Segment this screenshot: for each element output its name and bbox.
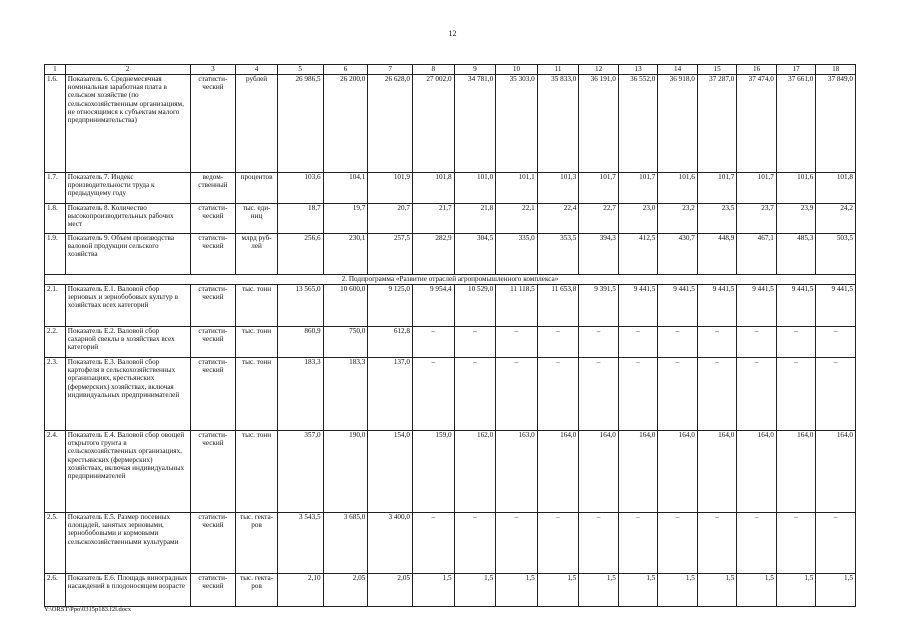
unit-of-measure: млрд руб-лей <box>236 234 278 275</box>
value-cell: 37 849,0 <box>816 75 856 173</box>
column-number-cell: 4 <box>236 65 278 75</box>
value-cell: – <box>618 358 658 431</box>
value-cell: – <box>537 513 579 574</box>
value-cell: 101,7 <box>697 173 737 204</box>
value-cell: 9 441,5 <box>737 285 777 327</box>
value-cell: 164,0 <box>816 431 856 513</box>
value-cell: 9 441,5 <box>816 285 856 327</box>
data-source: статисти-ческий <box>190 285 236 327</box>
value-cell: 164,0 <box>697 431 737 513</box>
row-code: 1.6. <box>45 75 66 173</box>
data-source: статисти-ческий <box>190 234 236 275</box>
column-number-row <box>45 65 856 75</box>
value-cell: 9 441,5 <box>697 285 737 327</box>
row-code: 1.8. <box>45 204 66 234</box>
value-cell: 11 653,8 <box>537 285 579 327</box>
value-cell: – <box>413 358 455 431</box>
value-cell: – <box>776 513 816 574</box>
column-number-cell: 17 <box>776 65 816 75</box>
value-cell: 750,0 <box>323 327 368 358</box>
value-cell: – <box>579 327 619 358</box>
indicator-name: Показатель Е.1. Валовой сбор зерновых и зернобобовых культур в хозяйствах всех категорий <box>65 285 190 327</box>
value-cell: – <box>816 358 856 431</box>
value-cell: 21,7 <box>413 204 455 234</box>
indicator-name: Показатель 6. Среднемесячная номинальная заработная плата в сельском хозяйстве (по сельскохозяйственным организациям, не относящимся к субъектам малого предпринимательства) <box>65 75 190 173</box>
value-cell: 2,10 <box>277 574 323 607</box>
data-source: статисти-ческий <box>190 204 236 234</box>
value-cell: 1,5 <box>697 574 737 607</box>
unit-of-measure: тыс. тонн <box>236 358 278 431</box>
column-number-cell: 3 <box>190 65 236 75</box>
value-cell: 3 685,0 <box>323 513 368 574</box>
value-cell: – <box>537 327 579 358</box>
table-row <box>45 358 856 431</box>
value-cell: 503,5 <box>816 234 856 275</box>
value-cell: 22,1 <box>496 204 538 234</box>
value-cell: 36 918,0 <box>658 75 698 173</box>
value-cell: 20,7 <box>368 204 413 234</box>
value-cell: 101,6 <box>776 173 816 204</box>
value-cell: 162,0 <box>454 431 496 513</box>
value-cell: – <box>697 327 737 358</box>
page-number: 12 <box>448 29 457 38</box>
value-cell: 23,5 <box>697 204 737 234</box>
value-cell: – <box>737 327 777 358</box>
value-cell: 1,5 <box>816 574 856 607</box>
value-cell: 101,8 <box>816 173 856 204</box>
unit-of-measure: тыс. тонн <box>236 327 278 358</box>
value-cell: 11 118,5 <box>496 285 538 327</box>
column-number-cell: 1 <box>45 65 66 75</box>
value-cell: 9 441,5 <box>776 285 816 327</box>
value-cell: – <box>697 513 737 574</box>
row-code: 1.7. <box>45 173 66 204</box>
value-cell: – <box>454 358 496 431</box>
value-cell: 154,0 <box>368 431 413 513</box>
value-cell: 1,5 <box>618 574 658 607</box>
value-cell: – <box>579 358 619 431</box>
section-row <box>45 275 856 285</box>
value-cell: 2,05 <box>323 574 368 607</box>
value-cell: – <box>537 358 579 431</box>
data-source: статисти-ческий <box>190 513 236 574</box>
value-cell: – <box>658 358 698 431</box>
value-cell: – <box>496 513 538 574</box>
row-code: 1.9. <box>45 234 66 275</box>
unit-of-measure: тыс. тонн <box>236 431 278 513</box>
value-cell: 159,0 <box>413 431 455 513</box>
unit-of-measure: тыс. тонн <box>236 285 278 327</box>
value-cell: 1,5 <box>454 574 496 607</box>
value-cell: 101,7 <box>737 173 777 204</box>
value-cell: 3 400,0 <box>368 513 413 574</box>
row-code: 2.2. <box>45 327 66 358</box>
unit-of-measure: тыс. еди-ниц <box>236 204 278 234</box>
column-number-cell: 2 <box>65 65 190 75</box>
value-cell: 183,3 <box>323 358 368 431</box>
value-cell: 1,5 <box>537 574 579 607</box>
value-cell: – <box>658 327 698 358</box>
value-cell: – <box>454 513 496 574</box>
data-source: статисти-ческий <box>190 358 236 431</box>
value-cell: 10 529,0 <box>454 285 496 327</box>
value-cell: 164,0 <box>618 431 658 513</box>
value-cell: 1,5 <box>737 574 777 607</box>
value-cell: 26 200,0 <box>323 75 368 173</box>
value-cell: 257,5 <box>368 234 413 275</box>
value-cell: 18,7 <box>277 204 323 234</box>
row-code: 2.3. <box>45 358 66 431</box>
data-source: ведом-ственный <box>190 173 236 204</box>
value-cell: – <box>618 513 658 574</box>
value-cell: 9 125,0 <box>368 285 413 327</box>
value-cell: 26 628,0 <box>368 75 413 173</box>
value-cell: 37 661,0 <box>776 75 816 173</box>
value-cell: 101,1 <box>496 173 538 204</box>
value-cell: 27 002,0 <box>413 75 455 173</box>
value-cell: 13 565,0 <box>277 285 323 327</box>
row-code: 2.1. <box>45 285 66 327</box>
table-row <box>45 327 856 358</box>
value-cell: 448,9 <box>697 234 737 275</box>
column-number-cell: 11 <box>537 65 579 75</box>
value-cell: 35 833,0 <box>537 75 579 173</box>
value-cell: 1,5 <box>776 574 816 607</box>
value-cell: 256,6 <box>277 234 323 275</box>
table-row <box>45 431 856 513</box>
indicator-name: Показатель Е.4. Валовой сбор овощей открытого грунта в сельскохозяйственных организациях, крестьянских (фермерских) хозяйствах, включая индивидуальных предпринимателей <box>65 431 190 513</box>
indicator-name: Показатель 7. Индекс производительности труда к предыдущему году <box>65 173 190 204</box>
value-cell: 2,05 <box>368 574 413 607</box>
value-cell: – <box>776 358 816 431</box>
value-cell: 23,7 <box>737 204 777 234</box>
indicator-name: Показатель Е.6. Площадь виноградных насаждений в плодоносящем возрасте <box>65 574 190 607</box>
table-row <box>45 173 856 204</box>
value-cell: – <box>697 358 737 431</box>
value-cell: 137,0 <box>368 358 413 431</box>
value-cell: 485,3 <box>776 234 816 275</box>
column-number-cell: 13 <box>618 65 658 75</box>
value-cell: – <box>618 327 658 358</box>
value-cell: 9 441,5 <box>618 285 658 327</box>
value-cell: 164,0 <box>737 431 777 513</box>
value-cell: 357,0 <box>277 431 323 513</box>
column-number-cell: 6 <box>323 65 368 75</box>
value-cell: 36 552,0 <box>618 75 658 173</box>
value-cell: 101,0 <box>454 173 496 204</box>
value-cell: 35 303,0 <box>496 75 538 173</box>
unit-of-measure: тыс. гекта-ров <box>236 574 278 607</box>
value-cell: 163,0 <box>496 431 538 513</box>
value-cell: 101,8 <box>413 173 455 204</box>
value-cell: 353,5 <box>537 234 579 275</box>
indicator-name: Показатель 8. Количество высокопроизводительных рабочих мест <box>65 204 190 234</box>
value-cell: 22,4 <box>537 204 579 234</box>
value-cell: 37 474,0 <box>737 75 777 173</box>
value-cell: – <box>413 327 455 358</box>
value-cell: 1,5 <box>579 574 619 607</box>
column-number-cell: 7 <box>368 65 413 75</box>
value-cell: – <box>658 513 698 574</box>
value-cell: – <box>816 513 856 574</box>
column-number-cell: 14 <box>658 65 698 75</box>
value-cell: 282,9 <box>413 234 455 275</box>
value-cell: 183,3 <box>277 358 323 431</box>
indicator-name: Показатель Е.5. Размер посевных площадей, занятых зерновыми, зернобобовыми и кормовыми сельскохозяйственными культурами <box>65 513 190 574</box>
value-cell: 101,9 <box>368 173 413 204</box>
value-cell: 10 600,0 <box>323 285 368 327</box>
value-cell: 164,0 <box>537 431 579 513</box>
value-cell: 21,8 <box>454 204 496 234</box>
table-row <box>45 75 856 173</box>
value-cell: 1,5 <box>413 574 455 607</box>
indicator-name: Показатель Е.2. Валовой сбор сахарной свеклы в хозяйствах всех категорий <box>65 327 190 358</box>
value-cell: 230,1 <box>323 234 368 275</box>
value-cell: 164,0 <box>579 431 619 513</box>
indicator-name: Показатель 9. Объем производства валовой продукции сельского хозяйства <box>65 234 190 275</box>
value-cell: 23,9 <box>776 204 816 234</box>
table-row <box>45 234 856 275</box>
value-cell: 394,3 <box>579 234 619 275</box>
value-cell: – <box>413 513 455 574</box>
indicator-name: Показатель Е.3. Валовой сбор картофеля в сельскохозяйственных организациях, крестьянских (фермерских) хозяйствах, включая индивидуальных предпринимателей <box>65 358 190 431</box>
unit-of-measure: тыс. гекта-ров <box>236 513 278 574</box>
value-cell: 103,6 <box>277 173 323 204</box>
footer-file-path: Y:\ORST\Ppo\0315p183.f2l.docx <box>44 606 132 613</box>
value-cell: 24,2 <box>816 204 856 234</box>
column-number-cell: 10 <box>496 65 538 75</box>
row-code: 2.5. <box>45 513 66 574</box>
row-code: 2.4. <box>45 431 66 513</box>
value-cell: 19,7 <box>323 204 368 234</box>
value-cell: – <box>454 327 496 358</box>
section-title: 2. Подпрограмма «Развитие отраслей агропромышленного комплекса» <box>45 275 856 285</box>
value-cell: – <box>816 327 856 358</box>
value-cell: – <box>496 358 538 431</box>
column-number-cell: 9 <box>454 65 496 75</box>
value-cell: 9 954,4 <box>413 285 455 327</box>
value-cell: 335,0 <box>496 234 538 275</box>
column-number-cell: 12 <box>579 65 619 75</box>
value-cell: 412,5 <box>618 234 658 275</box>
value-cell: 430,7 <box>658 234 698 275</box>
value-cell: – <box>496 327 538 358</box>
value-cell: 23,0 <box>618 204 658 234</box>
value-cell: 101,7 <box>579 173 619 204</box>
value-cell: 26 986,5 <box>277 75 323 173</box>
value-cell: 101,3 <box>537 173 579 204</box>
value-cell: 101,7 <box>618 173 658 204</box>
value-cell: 104,1 <box>323 173 368 204</box>
data-source: статисти-ческий <box>190 431 236 513</box>
data-source: статисти-ческий <box>190 574 236 607</box>
unit-of-measure: рублей <box>236 75 278 173</box>
value-cell: 1,5 <box>496 574 538 607</box>
column-number-cell: 15 <box>697 65 737 75</box>
data-source: статисти-ческий <box>190 327 236 358</box>
table-body <box>45 65 856 607</box>
column-number-cell: 16 <box>737 65 777 75</box>
value-cell: 1,5 <box>658 574 698 607</box>
value-cell: 3 543,5 <box>277 513 323 574</box>
unit-of-measure: процентов <box>236 173 278 204</box>
value-cell: – <box>776 327 816 358</box>
value-cell: 164,0 <box>776 431 816 513</box>
value-cell: 467,1 <box>737 234 777 275</box>
table-row <box>45 204 856 234</box>
value-cell: – <box>737 513 777 574</box>
value-cell: 34 781,0 <box>454 75 496 173</box>
row-code: 2.6. <box>45 574 66 607</box>
indicators-table <box>44 64 856 607</box>
value-cell: 37 287,0 <box>697 75 737 173</box>
value-cell: 101,6 <box>658 173 698 204</box>
value-cell: 860,9 <box>277 327 323 358</box>
table-row <box>45 285 856 327</box>
value-cell: 36 191,0 <box>579 75 619 173</box>
data-source: статисти-ческий <box>190 75 236 173</box>
value-cell: 612,8 <box>368 327 413 358</box>
value-cell: 9 441,5 <box>658 285 698 327</box>
column-number-cell: 8 <box>413 65 455 75</box>
table-row <box>45 513 856 574</box>
column-number-cell: 18 <box>816 65 856 75</box>
value-cell: 304,5 <box>454 234 496 275</box>
value-cell: 22,7 <box>579 204 619 234</box>
value-cell: 164,0 <box>658 431 698 513</box>
value-cell: 9 391,5 <box>579 285 619 327</box>
table-row <box>45 574 856 607</box>
value-cell: 23,2 <box>658 204 698 234</box>
value-cell: 190,0 <box>323 431 368 513</box>
value-cell: – <box>737 358 777 431</box>
column-number-cell: 5 <box>277 65 323 75</box>
value-cell: – <box>579 513 619 574</box>
